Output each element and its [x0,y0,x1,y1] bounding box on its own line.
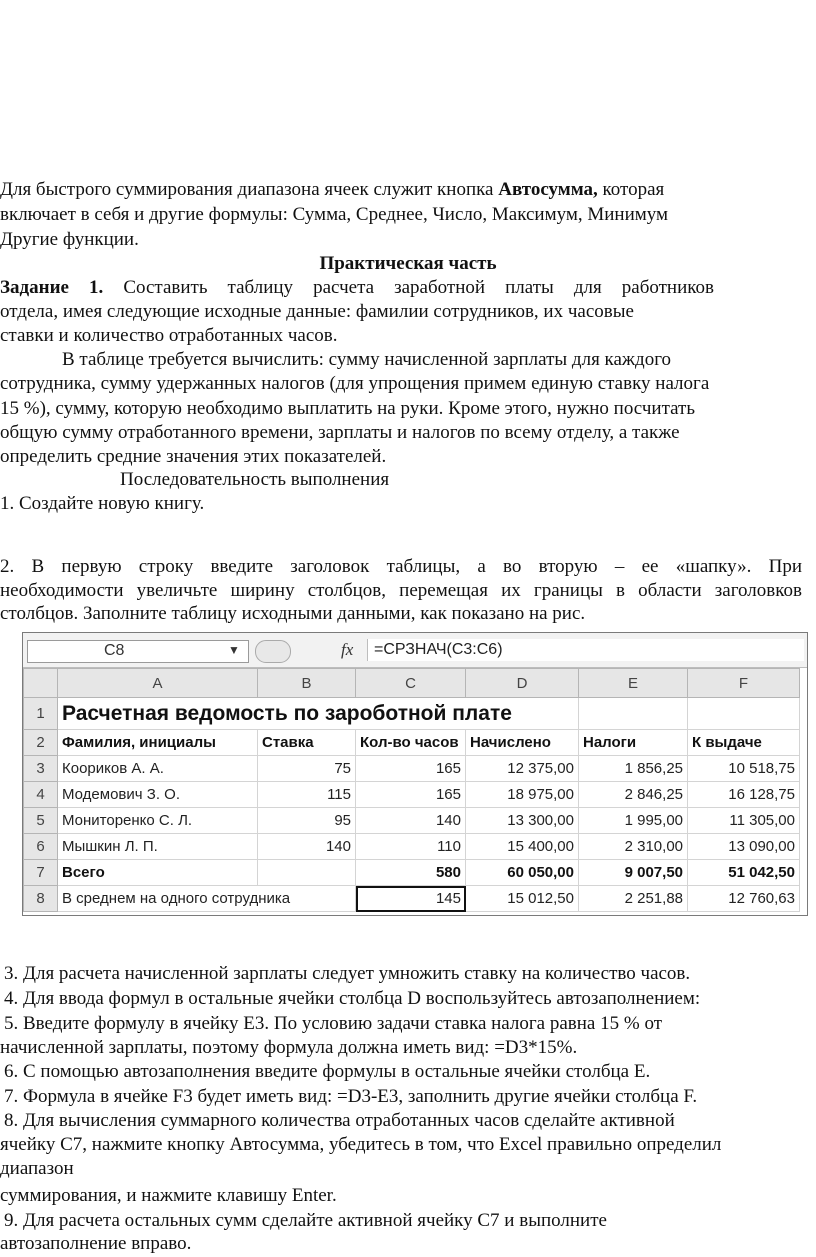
task-line-1 [0,276,714,300]
step-8-line-1: 8. Для вычисления суммарного количества отработанных часов сделайте активной [4,1110,675,1131]
cell[interactable]: 11 305,00 [688,808,800,834]
total-cell[interactable]: 580 [356,860,466,886]
cell[interactable]: 15 400,00 [466,834,579,860]
dropdown-arrow-icon[interactable]: ▼ [228,643,240,657]
task-line-2: отдела, имея следующие исходные данные: фамилии сотрудников, их часовые [0,301,634,322]
row-header[interactable]: 3 [24,756,58,782]
step-5-line-1: 5. Введите формулу в ячейку E3. По условию задачи ставка налога равна 15 % от [4,1013,662,1034]
column-header[interactable]: A [58,669,258,698]
practical-heading: Практическая часть [319,253,497,274]
step-9-line-2: автозаполнение вправо. [0,1233,192,1254]
autosum-term: Автосумма, [498,179,598,200]
cell[interactable]: 13 090,00 [688,834,800,860]
column-header[interactable]: F [688,669,800,698]
cell[interactable]: 16 128,75 [688,782,800,808]
active-cell-c8[interactable]: 145 [356,886,466,912]
step-6: 6. С помощью автозаполнения введите формулы в остальные ячейки столбца E. [4,1061,651,1082]
intro-text: которая [597,179,665,200]
cell[interactable]: 13 300,00 [466,808,579,834]
intro-line-3: Другие функции. [0,229,139,250]
average-label-cell[interactable]: В среднем на одного сотрудника [58,886,356,912]
cell[interactable]: Коориков А. А. [58,756,258,782]
cell[interactable]: 1 995,00 [579,808,688,834]
header-cell[interactable]: Налоги [579,730,688,756]
sequence-heading: Последовательность выполнения [120,469,390,490]
name-box-value: C8 [104,642,125,659]
total-cell[interactable]: 9 007,50 [579,860,688,886]
step-1: 1. Создайте новую книгу. [0,493,205,514]
cell[interactable]: Модемович З. О. [58,782,258,808]
column-header[interactable]: D [466,669,579,698]
cell[interactable]: 18 975,00 [466,782,579,808]
cell[interactable]: 110 [356,834,466,860]
cell[interactable]: 2 310,00 [579,834,688,860]
total-label-cell[interactable]: Всего [58,860,258,886]
cell[interactable]: Мониторенко С. Л. [58,808,258,834]
cell[interactable]: 140 [258,834,356,860]
cell[interactable]: 12 375,00 [466,756,579,782]
requirement-line-5: определить средние значения этих показателей. [0,446,387,467]
header-cell[interactable]: Кол-во часов [356,730,466,756]
cell[interactable]: 165 [356,782,466,808]
column-header[interactable]: E [579,669,688,698]
cell[interactable]: 115 [258,782,356,808]
cell[interactable]: 10 518,75 [688,756,800,782]
cell[interactable]: 95 [258,808,356,834]
formula-text: =СРЗНАЧ(C3:C6) [374,641,503,658]
row-header[interactable]: 5 [24,808,58,834]
cell[interactable]: 75 [258,756,356,782]
step-8-line-3: диапазон [0,1158,74,1179]
step-3: 3. Для расчета начисленной зарплаты следует умножить ставку на количество часов. [4,963,691,984]
requirement-line-1: В таблице требуется вычислить: сумму начисленной зарплаты для каждого [62,349,672,370]
task-line-3: ставки и количество отработанных часов. [0,325,338,346]
intro-text: Для быстрого суммирования диапазона ячеек служит кнопка [0,179,499,200]
fx-icon[interactable]: fx [341,640,354,659]
row-header[interactable]: 2 [24,730,58,756]
cell[interactable]: Мышкин Л. П. [58,834,258,860]
name-box[interactable] [27,640,249,663]
step-5-line-2: начисленной зарплаты, поэтому формула должна иметь вид: =D3*15%. [0,1037,578,1058]
cell[interactable]: 15 012,50 [466,886,579,912]
row-header[interactable]: 7 [24,860,58,886]
requirement-line-3: 15 %), сумму, которую необходимо выплатить на руки. Кроме этого, нужно посчитать [0,398,696,419]
row-header[interactable]: 8 [24,886,58,912]
formula-input[interactable] [367,639,804,661]
step-8-line-4: суммирования, и нажмите клавишу Enter. [0,1185,337,1206]
formula-bar [23,633,807,668]
select-all-corner[interactable] [24,669,58,698]
row-header[interactable]: 4 [24,782,58,808]
header-cell[interactable]: Фамилия, инициалы [58,730,258,756]
row-header[interactable]: 1 [24,698,58,730]
column-header[interactable]: C [356,669,466,698]
cell[interactable]: 2 251,88 [579,886,688,912]
intro-line-2: включает в себя и другие формулы: Сумма, Среднее, Число, Максимум, Минимум [0,204,669,225]
sheet-title-cell[interactable]: Расчетная ведомость по зароботной плате [58,698,579,730]
spreadsheet-figure [22,632,808,916]
total-cell[interactable]: 51 042,50 [688,860,800,886]
step-7: 7. Формула в ячейке F3 будет иметь вид: =D3-E3, заполнить другие ячейки столбца F. [4,1086,698,1107]
requirement-line-4: общую сумму отработанного времени, зарплаты и налогов по всему отделу, а также [0,422,680,443]
step-2-line-1: 2. В первую строку введите заголовок таблицы, а во вторую – ее «шапку». При [0,556,802,577]
step-2-line-2: необходимости увеличьте ширину столбцов, перемещая их границы в области заголовков [0,580,802,601]
step-4: 4. Для ввода формул в остальные ячейки столбца D воспользуйтесь автозаполнением: [4,988,701,1009]
total-cell[interactable]: 60 050,00 [466,860,579,886]
cell[interactable] [688,698,800,730]
step-8-line-2: ячейку C7, нажмите кнопку Автосумма, убедитесь в том, что Excel правильно определил [0,1134,722,1155]
formula-bar-toggle[interactable] [255,640,291,663]
task-text: Составить таблицу расчета заработной платы для работников [123,277,714,298]
header-cell[interactable]: Ставка [258,730,356,756]
cell[interactable]: 1 856,25 [579,756,688,782]
cell[interactable]: 140 [356,808,466,834]
step-2-line-3: столбцов. Заполните таблицу исходными данными, как показано на рис. [0,603,586,624]
header-cell[interactable]: Начислено [466,730,579,756]
cell[interactable] [579,698,688,730]
column-header[interactable]: B [258,669,356,698]
step-9-line-1: 9. Для расчета остальных сумм сделайте активной ячейку C7 и выполните [4,1210,607,1231]
requirement-line-2: сотрудника, сумму удержанных налогов (для упрощения примем единую ставку налога [0,373,710,394]
cell[interactable] [258,860,356,886]
intro-line-1 [0,178,664,202]
sheet-grid [23,668,800,912]
header-cell[interactable]: К выдаче [688,730,800,756]
row-header[interactable]: 6 [24,834,58,860]
cell[interactable]: 165 [356,756,466,782]
cell[interactable]: 12 760,63 [688,886,800,912]
cell[interactable]: 2 846,25 [579,782,688,808]
task-label: Задание 1. [0,277,104,298]
